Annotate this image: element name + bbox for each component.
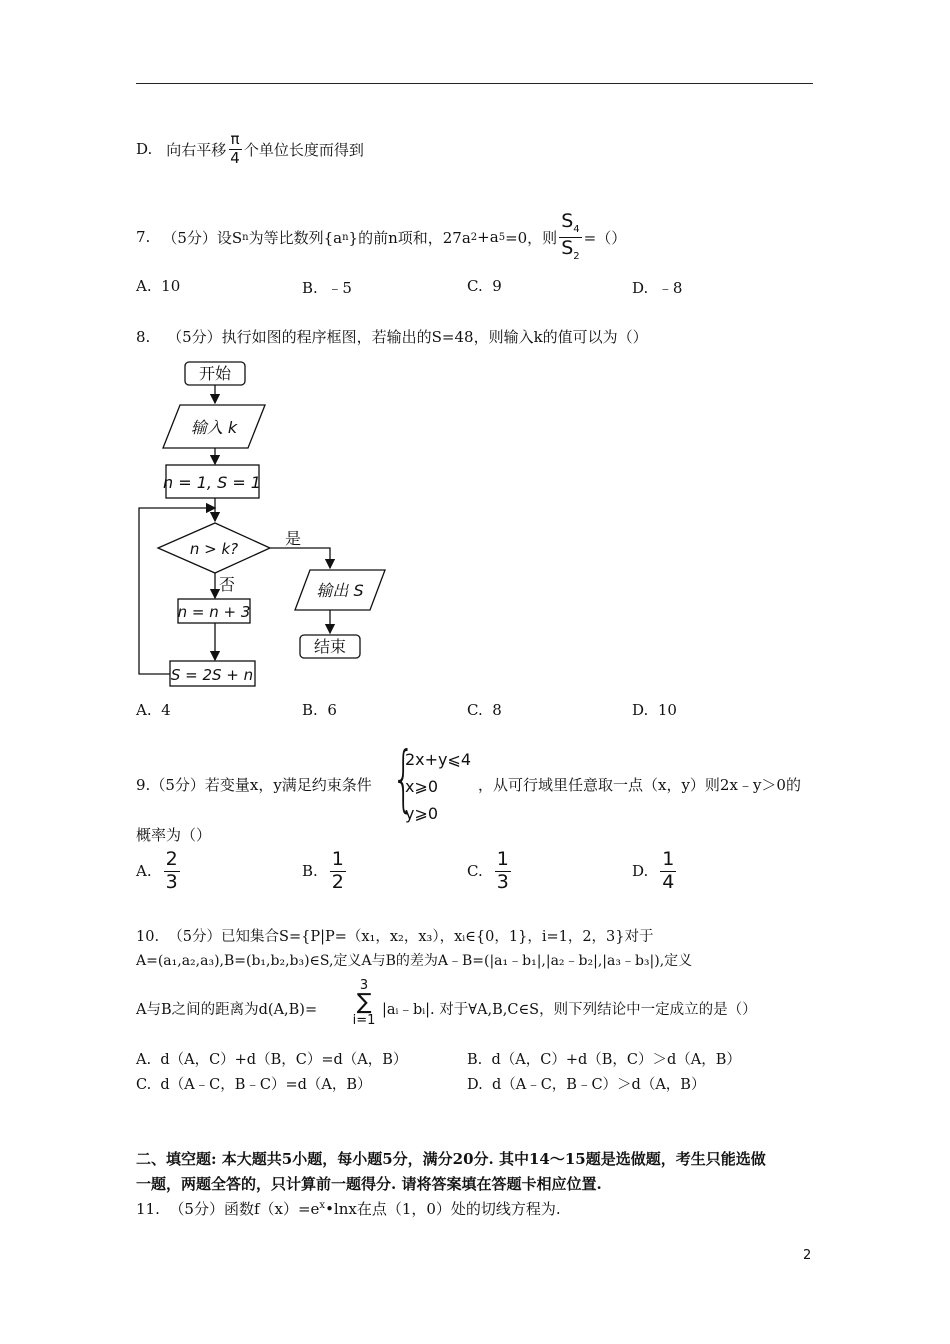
q10-option-c (136, 1073, 372, 1094)
option-label: C. (467, 862, 483, 881)
sub: n (342, 231, 349, 243)
q8-option-d (632, 701, 677, 719)
flow-no-label: 否 (219, 575, 236, 594)
q-score: （5分） (167, 328, 222, 346)
summation (352, 979, 376, 1027)
q-text: •lnx在点（1，0）处的切线方程为. (325, 1200, 561, 1218)
q-num: 9. (136, 776, 151, 794)
header-rule (136, 83, 813, 84)
option-value: d（A，C）+d（B，C）=d（A，B） (160, 1052, 408, 1068)
option-label: A. (136, 1052, 152, 1068)
flow-yes-arrow (270, 548, 330, 568)
flow-loop-arrow (139, 508, 215, 674)
sub: 4 (573, 224, 580, 235)
q-score: （5分） (150, 776, 205, 794)
q9-text-3: 概率为（） (136, 826, 212, 844)
option-label: C. (467, 277, 483, 295)
option-value: 10 (657, 701, 677, 719)
option-label: A. (136, 701, 152, 719)
frac-den: 4 (662, 870, 675, 893)
sub: 5 (498, 231, 506, 243)
frac-den: 3 (165, 870, 178, 893)
option-value: d（A，C）+d（B，C）＞d（A，B） (491, 1052, 741, 1068)
q9-text-2: ，从可行域里任意取一点（x，y）则2x﹣y＞0的 (478, 776, 801, 794)
option-value: 8 (492, 701, 502, 719)
q6-text-2: 个单位长度而得到 (243, 140, 364, 159)
option-label: B. (467, 1052, 483, 1068)
option-value: d（A﹣C，B﹣C）=d（A，B） (160, 1077, 372, 1093)
frac-num: 1 (662, 848, 675, 870)
q9-option-d (632, 850, 678, 893)
q-num: 11. (136, 1200, 160, 1218)
q-num: 10. (136, 929, 160, 945)
q9-option-a (136, 850, 182, 893)
frac-den: 4 (230, 148, 240, 167)
frac-num: 1 (331, 848, 344, 870)
flowchart (130, 355, 400, 695)
section-2-heading-line-1: 二、填空题: 本大题共5小题，每小题5分，满分20分. 其中14～15题是选做题，考生只能选做 (136, 1150, 766, 1168)
q8-option-a (136, 701, 171, 719)
q7-text: 为等比数列{a (248, 228, 343, 247)
q8-option-b (302, 701, 337, 719)
option-label: B. (302, 862, 318, 881)
option-label: D. (632, 862, 649, 881)
question-10-line-3 (136, 998, 317, 1019)
sup: x (319, 1200, 326, 1211)
option-label: A. (136, 862, 152, 881)
option-value: 9 (492, 277, 502, 295)
sum-upper: 3 (359, 978, 369, 993)
question-10-line-1 (136, 925, 654, 946)
flow-cond-text: n > k? (189, 540, 239, 558)
constraint-1: 2x+y⩽4 (405, 750, 472, 769)
option-label: D. (632, 279, 649, 297)
option-label: A. (136, 277, 152, 295)
option-value: 4 (161, 701, 171, 719)
flow-input-text: 输入 k (190, 418, 238, 437)
q10-option-d (467, 1073, 705, 1094)
q7-text: =（） (583, 228, 627, 247)
frac-den: S (561, 236, 574, 259)
q6-text: 向右平移 (166, 140, 227, 159)
option-label: D. (136, 140, 153, 158)
q7-option-b (302, 277, 352, 298)
constraint-2: x⩾0 (405, 777, 439, 796)
brace-icon: { (392, 736, 415, 820)
q8-option-c (467, 701, 502, 719)
frac-num: S (561, 210, 574, 233)
q7-text: 设S (216, 228, 243, 247)
q-text: 已知集合S={P|P=（x₁，x₂，x₃），xᵢ∈{0，1}，i=1，2，3}对于 (221, 929, 654, 945)
pi-over-4-fraction (228, 129, 242, 167)
flow-init-text: n = 1, S = 1 (163, 473, 261, 492)
question-10-line-2: A=(a₁,a₂,a₃),B=(b₁,b₂,b₃)∈S,定义A与B的差为A﹣B=(|a₁﹣b₁|,|a₂﹣b₂|,|a₃﹣b₃|),定义 (136, 953, 693, 969)
sum-lower: i=1 (352, 1013, 376, 1028)
q7-option-a (136, 277, 180, 295)
flow-yes-label: 是 (285, 529, 302, 548)
constraint-system (405, 746, 471, 827)
option-label: B. (302, 701, 318, 719)
q-score: （5分） (169, 1200, 224, 1218)
flow-step2-text: S = 2S + n (170, 666, 254, 684)
q7-option-c (467, 277, 502, 295)
q10-option-b (467, 1048, 741, 1069)
frac-den: 3 (496, 870, 509, 893)
section-2-heading-line-2: 一题，两题全答的，只计算前一题得分. 请将答案填在答题卡相应位置. (136, 1175, 602, 1193)
q7-text: =0，则 (505, 228, 558, 247)
sub: n (242, 231, 249, 243)
option-value: 10 (161, 277, 181, 295)
q9-option-b (302, 850, 348, 893)
frac-num: 2 (165, 848, 178, 870)
q9-option-c (467, 850, 513, 893)
s4-over-s2-fraction (559, 212, 581, 262)
option-value: d（A﹣C，B﹣C）＞d（A，B） (491, 1077, 706, 1093)
flow-end-text: 结束 (313, 637, 347, 656)
q-text: 函数f（x）=e (223, 1200, 320, 1218)
question-9 (136, 774, 372, 795)
q-score: （5分） (162, 228, 217, 247)
q-num: 7. (136, 228, 151, 246)
page-number: 2 (803, 1248, 812, 1263)
sub: 2 (573, 250, 580, 262)
option-label: D. (467, 1077, 483, 1093)
option-value: 6 (327, 701, 337, 719)
question-11 (136, 1198, 561, 1219)
option-value: ﹣8 (657, 279, 683, 297)
q6-option-d (136, 127, 364, 171)
question-7 (136, 210, 627, 262)
q7-option-d (632, 277, 682, 298)
q-score: （5分） (168, 929, 222, 945)
question-8 (136, 326, 648, 347)
option-label: D. (632, 701, 649, 719)
option-label: C. (136, 1077, 152, 1093)
q-num: 8. (136, 328, 151, 346)
option-label: B. (302, 279, 318, 297)
flow-step1-text: n = n + 3 (177, 603, 251, 621)
frac-num: 1 (496, 848, 509, 870)
frac-num: π (230, 129, 240, 148)
option-label: C. (467, 701, 483, 719)
q7-text: }的前n项和，27a (348, 228, 471, 247)
q-text: A与B之间的距离为d(A,B)= (136, 1002, 318, 1018)
q10-option-a (136, 1048, 407, 1069)
option-value: ﹣5 (327, 279, 352, 297)
q7-text: +a (477, 228, 499, 246)
flow-output-text: 输出 S (316, 581, 364, 600)
sum-symbol: ∑ (356, 990, 372, 1015)
constraint-3: y⩾0 (405, 804, 439, 823)
flow-start-text: 开始 (198, 364, 232, 383)
q-text: 执行如图的程序框图，若输出的S=48，则输入k的值可以为（） (221, 328, 648, 346)
q-text: 若变量x，y满足约束条件 (204, 776, 372, 794)
question-10-line-3b: |aᵢ﹣bᵢ|. 对于∀A,B,C∈S，则下列结论中一定成立的是（） (382, 1002, 757, 1018)
sub: 2 (470, 231, 478, 243)
frac-den: 2 (331, 870, 344, 893)
